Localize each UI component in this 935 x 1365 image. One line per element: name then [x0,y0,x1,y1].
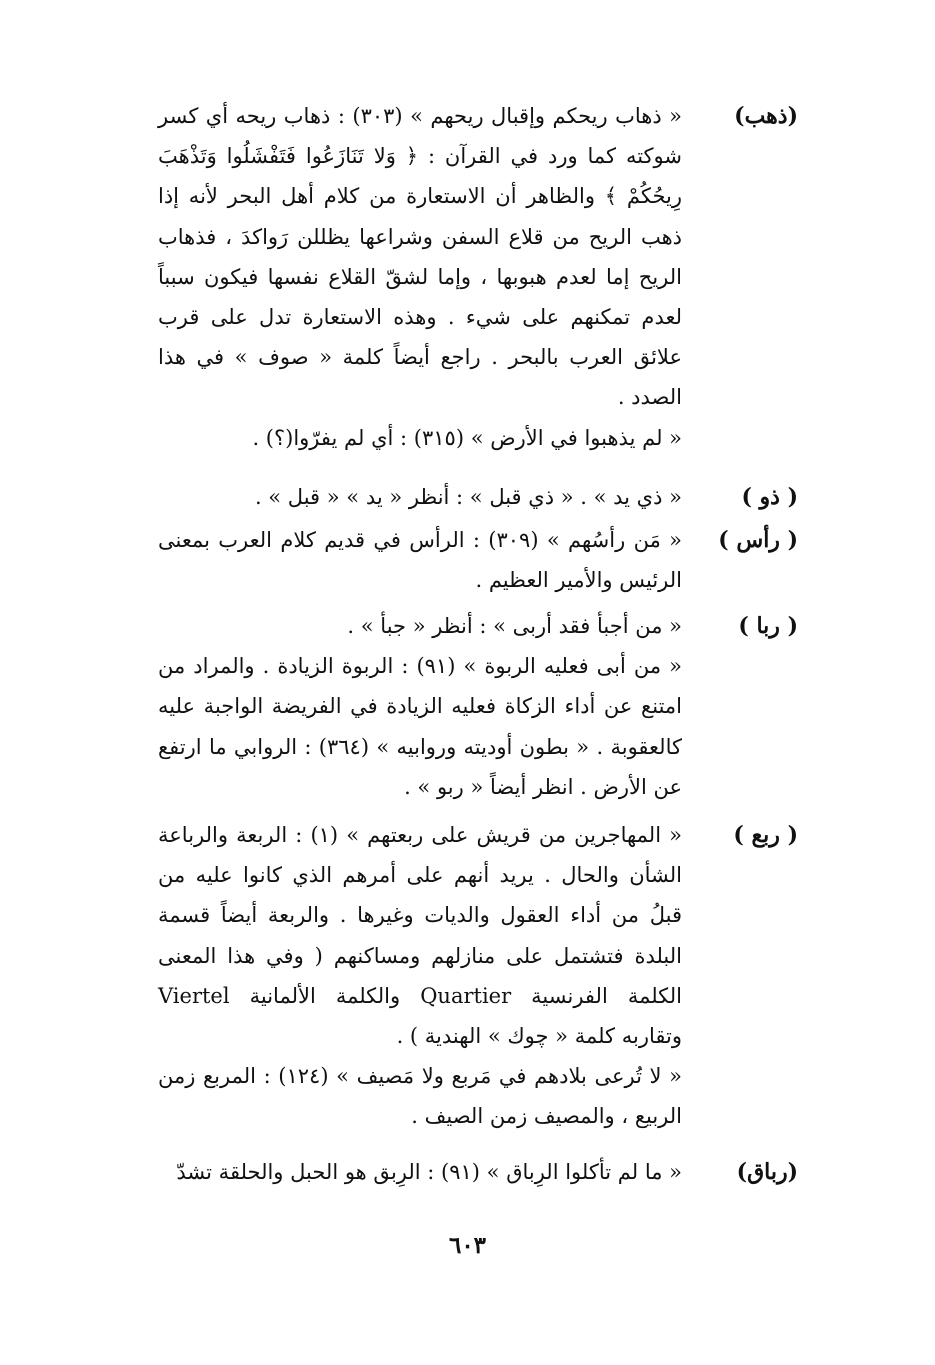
entry-body [158,96,682,458]
entry-body [158,520,682,600]
paragraph: « ما لم تأكلوا الرِباق » (٩١) : الرِبق هو الحبل والحلقة تشدّ [176,1160,682,1184]
headword: (رباق) [736,1159,798,1185]
paragraph-text: « المهاجرين من قريش على ربعتهم » (١) : الربعة والرباعة الشأن والحال . يريد أنهم على أمرهم الذي كانوا عليه من قبلُ من أداء العقول والديات وغيرها . والربعة أيضاً قسمة البلدة فتشتمل على منازلهم ومساكنهم ( وفي هذا المعنى الكلمة الفرنسية Quartier والكلمة الألمانية Viertel وتقاربه كلمة « چوك » الهندية ) . [158,823,682,1049]
paragraph: « ذهاب ريحكم وإقبال ريحهم » (٣٠٣) : ذهاب ريحه أي كسر شوكته كما ورد في القرآن : ﴿ وَلا تَنَازَعُوا فَتَفْشَلُوا وَتَذْهَبَ رِيحُكُمْ ﴾ والظاهر أن الاستعارة من كلام أهل البحر لأنه إذا ذهب الريح من قلاع السفن وشراعها يظللن رَواكدَ ، فذهاب الريح إما لعدم هبوبها ، وإما لشقّ القلاع نفسها فيكون سبباً لعدم تمكنهم على شيء . وهذه الاستعارة تدل على قرب علائق العرب بالبحر . راجع أيضاً كلمة « صوف » في هذا الصدد . [158,104,682,410]
paragraph: « مَن رأسُهم » (٣٠٩) : الرأس في قديم كلام العرب بمعنى الرئيس والأمير العظيم . [158,528,682,593]
entry-body [158,815,682,1137]
entry-body [158,1152,682,1192]
headword: (ذهب) [734,103,798,129]
headword: ( ذو ) [741,484,798,510]
paragraph: « لم يذهبوا في الأرض » (٣١٥) : أي لم يفرّوا(؟) . [252,425,682,450]
paragraph: « لا تُرعى بلادهم في مَربع ولا مَصيف » (١٢٤) : المربع زمن الربيع ، والمصيف زمن الصيف . [158,1064,682,1129]
paragraph: « من أبى فعليه الربوة » (٩١) : الربوة الزيادة . والمراد من امتنع عن أداء الزكاة فعليه الزيادة في الفريضة الواجبة عليه كالعقوبة . « بطون أوديته وروابيه » (٣٦٤) : الروابي ما ارتفع عن الأرض . انظر أيضاً « ربو » . [158,654,683,799]
page-number: ٦٠٣ [448,1232,487,1259]
paragraph: « ذي يد » . « ذي قبل » : أنظر « يد » « قبل » . [254,485,682,509]
headword: ( ربا ) [738,613,798,639]
entry-body [158,606,682,807]
headword: ( ربع ) [733,822,798,848]
paragraph [158,815,682,1056]
entry-body [158,477,682,517]
headword: ( رأس ) [718,527,798,553]
paragraph: « من أجبأ فقد أربى » : أنظر « جبأ » . [347,614,682,638]
